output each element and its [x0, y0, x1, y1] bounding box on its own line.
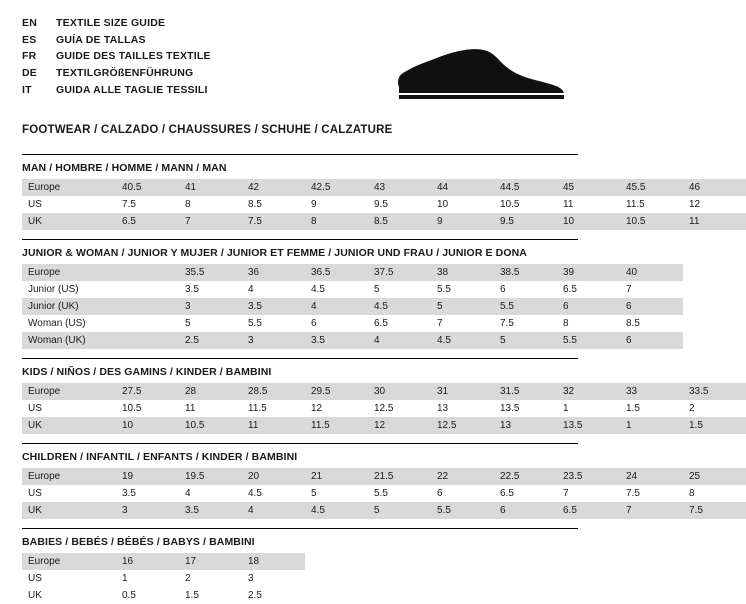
size-cell: [116, 332, 179, 349]
size-cell: 8: [683, 485, 746, 502]
size-table-body: [22, 383, 746, 434]
row-label: Woman (UK): [22, 332, 116, 349]
size-cell: 6.5: [557, 281, 620, 298]
size-cell: 6.5: [116, 213, 179, 230]
size-cell: 8.5: [368, 213, 431, 230]
size-cell: 27.5: [116, 383, 179, 400]
table-row: [22, 485, 746, 502]
language-code: IT: [22, 83, 32, 96]
size-table-body: [22, 553, 305, 604]
section-divider: [22, 358, 578, 359]
size-cell: 4: [242, 502, 305, 519]
size-cell: 7.5: [242, 213, 305, 230]
size-cell: 46: [683, 179, 746, 196]
size-cell: 41: [179, 179, 242, 196]
size-cell: 13: [494, 417, 557, 434]
size-cell: 45: [557, 179, 620, 196]
size-cell: 13.5: [494, 400, 557, 417]
section-divider: [22, 443, 578, 444]
size-cell: 33.5: [683, 383, 746, 400]
size-cell: 9.5: [494, 213, 557, 230]
language-title: TEXTILGRÖßENFÜHRUNG: [56, 67, 194, 80]
size-cell: 3: [116, 502, 179, 519]
language-title: GUIDE DES TAILLES TEXTILE: [56, 50, 211, 63]
section-title: BABIES / BEBÉS / BÉBÉS / BABYS / BAMBINI: [22, 536, 255, 548]
size-cell: 8.5: [242, 196, 305, 213]
size-cell: 40: [620, 264, 683, 281]
table-row: [22, 502, 746, 519]
row-label: Junior (US): [22, 281, 116, 298]
table-row: [22, 400, 746, 417]
size-cell: 12.5: [368, 400, 431, 417]
size-cell: 11.5: [620, 196, 683, 213]
size-cell: 6: [494, 281, 557, 298]
language-code: DE: [22, 67, 37, 80]
size-cell: 2: [683, 400, 746, 417]
row-label: US: [22, 570, 116, 587]
row-label: US: [22, 196, 116, 213]
size-cell: 5.5: [494, 298, 557, 315]
size-cell: 3: [179, 298, 242, 315]
size-cell: 4: [368, 332, 431, 349]
size-cell: 5: [179, 315, 242, 332]
size-cell: 45.5: [620, 179, 683, 196]
size-cell: 2.5: [179, 332, 242, 349]
section-title: JUNIOR & WOMAN / JUNIOR Y MUJER / JUNIOR ET FEMME / JUNIOR UND FRAU / JUNIOR E DONA: [22, 247, 527, 259]
table-row: [22, 298, 683, 315]
table-row: [22, 213, 746, 230]
size-cell: 9: [431, 213, 494, 230]
table-row: [22, 315, 683, 332]
size-cell: 38: [431, 264, 494, 281]
size-cell: 6: [431, 485, 494, 502]
size-cell: 6.5: [494, 485, 557, 502]
row-label: Europe: [22, 264, 116, 281]
language-title: GUÍA DE TALLAS: [56, 33, 146, 46]
size-cell: 20: [242, 468, 305, 485]
table-row: [22, 553, 305, 570]
size-cell: [116, 298, 179, 315]
size-cell: 11.5: [242, 400, 305, 417]
size-cell: 21: [305, 468, 368, 485]
size-cell: 5.5: [431, 502, 494, 519]
size-cell: 1.5: [179, 587, 242, 604]
size-cell: 7.5: [494, 315, 557, 332]
size-cell: 1: [557, 400, 620, 417]
size-cell: 9: [305, 196, 368, 213]
size-cell: 1.5: [683, 417, 746, 434]
size-cell: 11.5: [305, 417, 368, 434]
row-label: Europe: [22, 553, 116, 570]
size-cell: 2.5: [242, 587, 305, 604]
size-cell: 16: [116, 553, 179, 570]
size-cell: 6: [620, 332, 683, 349]
size-cell: 36.5: [305, 264, 368, 281]
size-cell: 6: [620, 298, 683, 315]
table-row: [22, 196, 746, 213]
size-cell: 31: [431, 383, 494, 400]
size-table-junior-woman: [22, 264, 683, 349]
size-cell: 36: [242, 264, 305, 281]
size-cell: 5: [368, 502, 431, 519]
section-title: CHILDREN / INFANTIL / ENFANTS / KINDER / BAMBINI: [22, 451, 298, 463]
size-cell: 1: [620, 417, 683, 434]
size-cell: 3: [242, 332, 305, 349]
size-cell: 6: [557, 298, 620, 315]
size-cell: 42: [242, 179, 305, 196]
footwear-section-title: FOOTWEAR / CALZADO / CHAUSSURES / SCHUHE / CALZATURE: [22, 124, 393, 136]
table-row: [22, 417, 746, 434]
size-cell: 6: [305, 315, 368, 332]
size-cell: 5.5: [242, 315, 305, 332]
language-title: TEXTILE SIZE GUIDE: [56, 17, 166, 29]
size-table-kids: [22, 383, 746, 434]
size-cell: 24: [620, 468, 683, 485]
size-cell: 10.5: [494, 196, 557, 213]
size-cell: 5: [368, 281, 431, 298]
size-cell: 18: [242, 553, 305, 570]
size-cell: 28: [179, 383, 242, 400]
table-row: [22, 383, 746, 400]
section-children: [22, 443, 703, 519]
size-cell: 4: [305, 298, 368, 315]
section-divider: [22, 528, 578, 529]
size-cell: 22.5: [494, 468, 557, 485]
size-cell: 6.5: [368, 315, 431, 332]
size-cell: 21.5: [368, 468, 431, 485]
size-cell: 3.5: [242, 298, 305, 315]
dress-shoe-icon: [387, 43, 567, 103]
size-cell: 7: [557, 485, 620, 502]
size-cell: [116, 281, 179, 298]
section-title: MAN / HOMBRE / HOMME / MANN / MAN: [22, 162, 227, 174]
language-title: GUIDA ALLE TAGLIE TESSILI: [56, 83, 208, 96]
size-cell: 5.5: [557, 332, 620, 349]
size-cell: 3.5: [179, 281, 242, 298]
size-cell: 33: [620, 383, 683, 400]
table-row: [22, 281, 683, 298]
size-cell: 11: [179, 400, 242, 417]
language-code: ES: [22, 33, 37, 46]
size-cell: 10.5: [179, 417, 242, 434]
size-cell: 6: [494, 502, 557, 519]
size-cell: [116, 264, 179, 281]
language-title-list: [22, 16, 211, 100]
size-cell: 11: [683, 213, 746, 230]
size-cell: 2: [179, 570, 242, 587]
table-row: [22, 332, 683, 349]
size-cell: 4.5: [431, 332, 494, 349]
section-title: KIDS / NIÑOS / DES GAMINS / KINDER / BAMBINI: [22, 366, 272, 378]
language-code: FR: [22, 50, 37, 63]
language-title-list-body: [22, 16, 211, 100]
table-row: [22, 587, 305, 604]
size-cell: 12: [305, 400, 368, 417]
document-header: [22, 16, 578, 110]
size-cell: 1: [116, 570, 179, 587]
size-cell: 1.5: [620, 400, 683, 417]
table-row: [22, 570, 305, 587]
size-cell: 22: [431, 468, 494, 485]
row-label: US: [22, 400, 116, 417]
size-cell: 35.5: [179, 264, 242, 281]
language-row: [22, 16, 211, 33]
size-cell: 29.5: [305, 383, 368, 400]
size-table-body: [22, 264, 683, 349]
row-label: Europe: [22, 468, 116, 485]
table-row: [22, 264, 683, 281]
row-label: US: [22, 485, 116, 502]
size-cell: 7.5: [620, 485, 683, 502]
size-cell: 10.5: [620, 213, 683, 230]
section-junior-woman: [22, 239, 640, 349]
table-row: [22, 468, 746, 485]
size-cell: 10: [116, 417, 179, 434]
size-cell: 8: [179, 196, 242, 213]
size-cell: 25: [683, 468, 746, 485]
size-cell: 5: [431, 298, 494, 315]
size-cell: 28.5: [242, 383, 305, 400]
size-cell: 12.5: [431, 417, 494, 434]
row-label: UK: [22, 502, 116, 519]
size-cell: 11: [242, 417, 305, 434]
size-cell: 12: [683, 196, 746, 213]
size-table-body: [22, 468, 746, 519]
size-cell: 8: [557, 315, 620, 332]
size-cell: 4: [179, 485, 242, 502]
size-cell: 37.5: [368, 264, 431, 281]
language-code: EN: [22, 17, 37, 29]
row-label: UK: [22, 587, 116, 604]
table-row: [22, 179, 746, 196]
size-table-children: [22, 468, 746, 519]
size-cell: 3.5: [179, 502, 242, 519]
size-cell: 11: [557, 196, 620, 213]
row-label: UK: [22, 213, 116, 230]
section-divider: [22, 154, 578, 155]
size-cell: 7: [179, 213, 242, 230]
size-cell: 17: [179, 553, 242, 570]
size-cell: 3: [242, 570, 305, 587]
size-cell: 7.5: [116, 196, 179, 213]
size-cell: 19: [116, 468, 179, 485]
size-cell: 8.5: [620, 315, 683, 332]
row-label: Europe: [22, 383, 116, 400]
size-cell: 4.5: [305, 281, 368, 298]
size-cell: 5.5: [368, 485, 431, 502]
size-table-babies: [22, 553, 305, 604]
size-cell: 3.5: [305, 332, 368, 349]
size-cell: 10.5: [116, 400, 179, 417]
language-row: [22, 83, 211, 100]
size-cell: 10: [557, 213, 620, 230]
language-row: [22, 33, 211, 50]
section-kids: [22, 358, 709, 434]
size-cell: 38.5: [494, 264, 557, 281]
section-man: [22, 154, 701, 230]
size-cell: 10: [431, 196, 494, 213]
size-table-body: [22, 179, 746, 230]
size-cell: 23.5: [557, 468, 620, 485]
section-babies: [22, 528, 578, 604]
size-cell: 13.5: [557, 417, 620, 434]
size-cell: 32: [557, 383, 620, 400]
size-cell: 44.5: [494, 179, 557, 196]
size-cell: 7: [620, 502, 683, 519]
row-label: Junior (UK): [22, 298, 116, 315]
size-cell: 3.5: [116, 485, 179, 502]
size-cell: 9.5: [368, 196, 431, 213]
size-cell: 5: [494, 332, 557, 349]
size-cell: 5.5: [431, 281, 494, 298]
size-cell: 44: [431, 179, 494, 196]
size-cell: 12: [368, 417, 431, 434]
size-cell: 39: [557, 264, 620, 281]
size-cell: 0.5: [116, 587, 179, 604]
size-cell: 42.5: [305, 179, 368, 196]
size-cell: 8: [305, 213, 368, 230]
size-cell: 7: [620, 281, 683, 298]
size-cell: 4: [242, 281, 305, 298]
size-cell: 30: [368, 383, 431, 400]
size-cell: 4.5: [242, 485, 305, 502]
shoe-illustration: [382, 36, 572, 110]
size-cell: 13: [431, 400, 494, 417]
size-cell: 43: [368, 179, 431, 196]
row-label: Woman (US): [22, 315, 116, 332]
size-cell: 7: [431, 315, 494, 332]
size-cell: 4.5: [305, 502, 368, 519]
language-row: [22, 49, 211, 66]
size-cell: 6.5: [557, 502, 620, 519]
size-cell: 31.5: [494, 383, 557, 400]
size-cell: 5: [305, 485, 368, 502]
size-cell: [116, 315, 179, 332]
row-label: Europe: [22, 179, 116, 196]
size-cell: 19.5: [179, 468, 242, 485]
size-table-man: [22, 179, 746, 230]
section-divider: [22, 239, 578, 240]
size-cell: 7.5: [683, 502, 746, 519]
row-label: UK: [22, 417, 116, 434]
language-row: [22, 66, 211, 83]
size-cell: 40.5: [116, 179, 179, 196]
size-cell: 4.5: [368, 298, 431, 315]
